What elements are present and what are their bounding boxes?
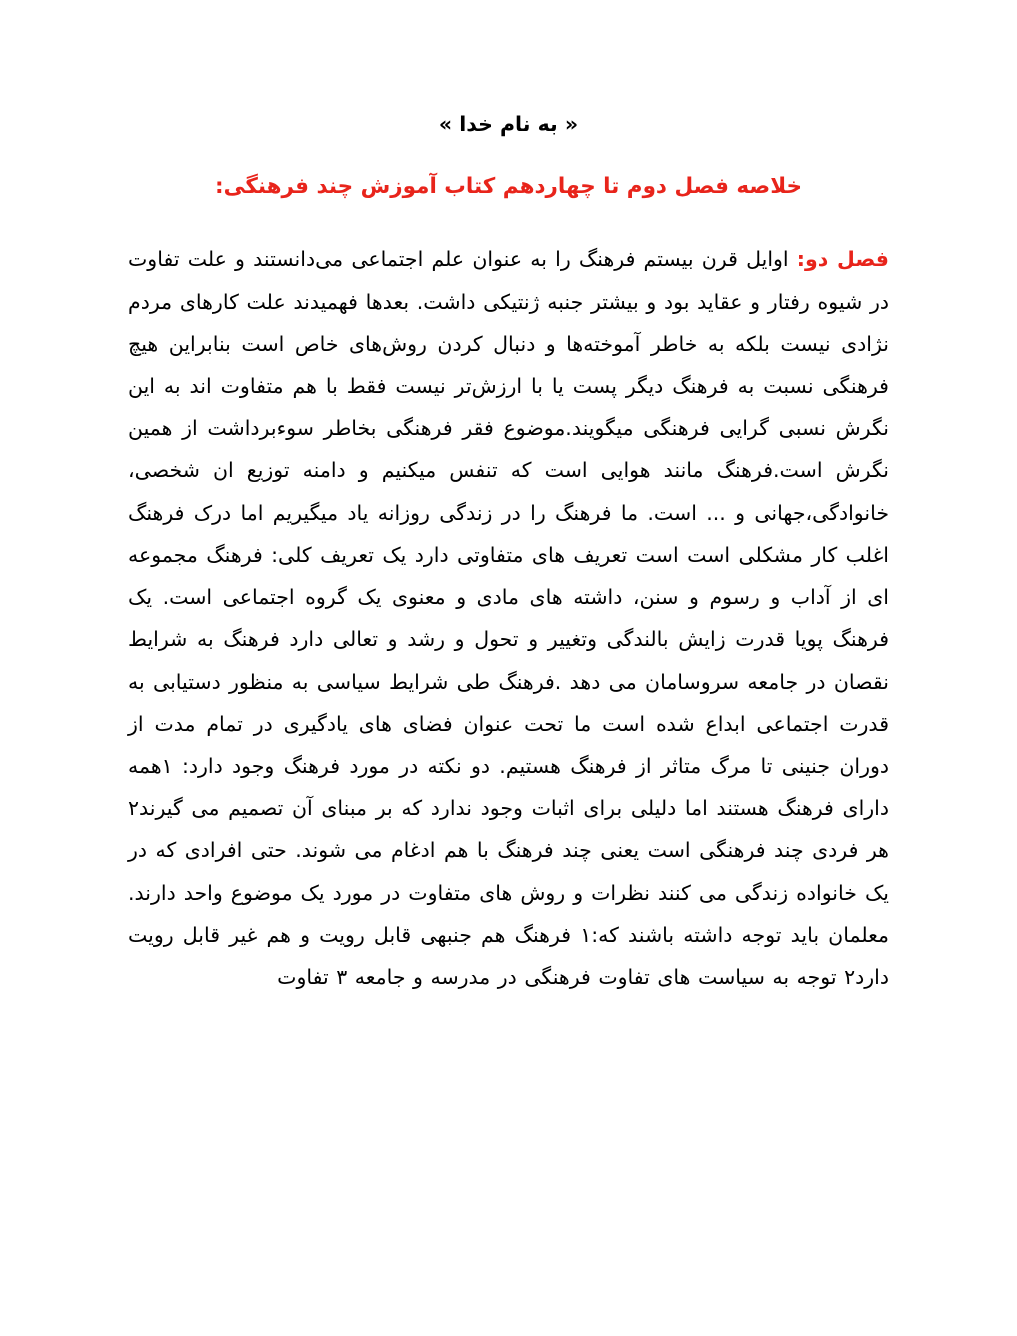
bismillah-line: « به نام خدا » — [438, 112, 579, 136]
body-text: اوایل قرن بیستم فرهنگ را به عنوان علم اجتماعی می‌دانستند و علت تفاوت در شیوه رفتار و عقاید بود و بیشتر جنبه ژنتیکی داشت. بعدها فهمیدند علت کارهای مردم نژادی نیست بلکه به خاطر آموخته‌ها و دنبال کردن روش‌های خاص است بنابراین هیچ فرهنگی نسبت به فرهنگ دیگر پست یا با ارزش‌تر نیست فقط با هم متفاوت اند به این نگرش نسبی گرایی فرهنگی میگویند.موضوع فقر فرهنگی بخاطر سوءبرداشت از همین نگرش است.فرهنگ مانند هوایی است که تنفس میکنیم و دامنه توزیع ان شخصی، خانوادگی،جهانی و ... است. ما فرهنگ را در زندگی روزانه یاد میگیریم اما درک فرهنگ اغلب کار مشکلی است است تعریف های متفاوتی دارد یک تعریف کلی: فرهنگ مجموعه ای از آداب و رسوم و سنن، داشته های مادی و معنوی یک گروه اجتماعی است. یک فرهنگ پویا قدرت زایش بالندگی وتغییر و تحول و رشد و تعالی دارد فرهنگ به شرایط نقصان در جامعه سروسامان می دهد .فرهنگ طی شرایط سیاسی به منظور دستیابی به قدرت اجتماعی ابداع شده است ما تحت عنوان فضای های یادگیری در تمام مدت از دوران جنینی تا مرگ متاثر از فرهنگ هستیم. دو نکته در مورد فرهنگ وجود دارد: ۱همه دارای فرهنگ هستند اما دلیلی برای اثبات وجود ندارد که بر مبنای آن تصمیم می گیرند۲ هر فردی چند فرهنگی است یعنی چند فرهنگ با هم ادغام می شوند. حتی افرادی که در یک خانواده زندگی می کنند نظرات و روش های متفاوت در مورد یک موضوع واحد دارند. معلمان باید توجه داشته باشند که:۱ فرهنگ هم جنبهی قابل رویت و هم غیر قابل رویت دارد۲ توجه به سیاست های تفاوت فرهنگی در مدرسه و جامعه ۳ تفاوت — [128, 247, 889, 990]
body-paragraph — [128, 238, 889, 998]
page-title: خلاصه فصل دوم تا چهاردهم کتاب آموزش چند فرهنگی: — [214, 174, 803, 199]
chapter-label: فصل دو: — [796, 247, 889, 272]
